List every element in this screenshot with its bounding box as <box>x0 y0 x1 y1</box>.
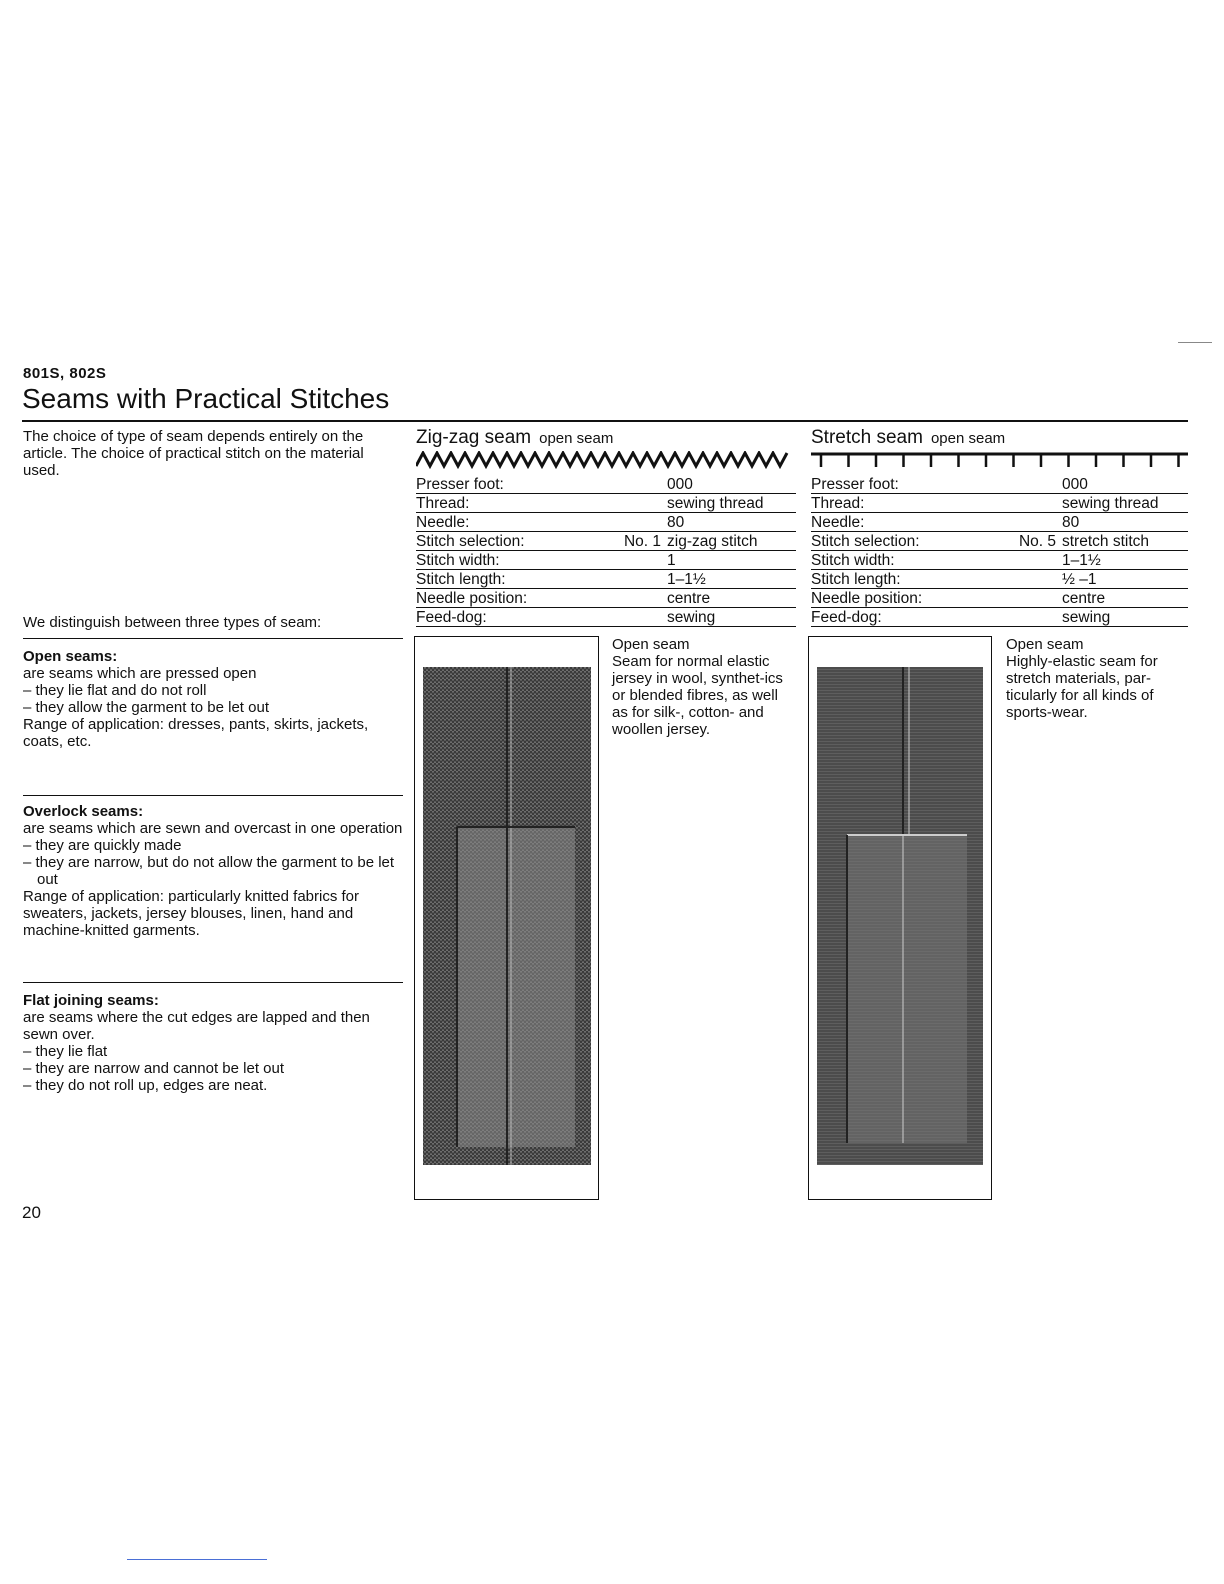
spec-number: No. 5 <box>1006 532 1062 551</box>
spec-value: sewing thread <box>667 494 796 513</box>
zigzag-description <box>612 636 790 738</box>
spec-value: ½ –1 <box>1062 570 1188 589</box>
spec-value: zig-zag stitch <box>667 532 796 551</box>
intro-text: The choice of type of seam depends entirely on the article. The choice of practical stitch on the material used. <box>23 428 364 479</box>
spec-label: Needle position: <box>416 589 611 608</box>
spec-value: 1–1½ <box>1062 551 1188 570</box>
spec-value: sewing <box>1062 608 1188 627</box>
spec-value: centre <box>1062 589 1188 608</box>
overlock-seams-heading: Overlock seams: <box>23 803 144 820</box>
spec-number <box>1006 570 1062 589</box>
stretch-spec-table <box>811 475 1188 627</box>
separator <box>23 638 403 639</box>
open-seams-block <box>23 648 403 750</box>
spec-label: Feed-dog: <box>416 608 611 627</box>
spec-row <box>811 551 1188 570</box>
stretch-desc-title: Open seam <box>1006 636 1084 653</box>
spec-number <box>611 494 667 513</box>
overlock-seams-range: Range of application: particularly knitted fabrics for sweaters, jackets, jersey blouses, linen, hand and machine-knitted garments. <box>23 888 360 939</box>
zigzag-desc-text: Seam for normal elastic jersey in wool, synthet-ics or blended fibres, as well as for silk-, cotton- and woollen jersey. <box>612 653 783 738</box>
spec-row <box>811 570 1188 589</box>
model-numbers: 801S, 802S <box>23 365 107 382</box>
overlock-seams-line: are seams which are sewn and overcast in one operation <box>23 820 403 837</box>
spec-label: Presser foot: <box>811 475 1006 494</box>
spec-label: Needle: <box>811 513 1006 532</box>
zigzag-seam-title <box>416 427 613 449</box>
spec-row <box>416 513 796 532</box>
spec-number <box>1006 513 1062 532</box>
spec-row <box>416 589 796 608</box>
spec-row <box>416 608 796 627</box>
spec-row <box>416 494 796 513</box>
flat-seams-block <box>23 992 403 1094</box>
spec-value: 1–1½ <box>667 570 796 589</box>
spec-number <box>1006 589 1062 608</box>
open-seams-line: are seams which are pressed open <box>23 665 257 682</box>
zigzag-sample-photo <box>414 636 599 1200</box>
spec-label: Stitch length: <box>416 570 611 589</box>
stretch-seam-subtitle: open seam <box>930 430 1006 447</box>
spec-value: sewing thread <box>1062 494 1188 513</box>
zigzag-fabric-image <box>423 667 591 1165</box>
spec-row <box>811 475 1188 494</box>
spec-value: sewing <box>667 608 796 627</box>
zigzag-stitch-icon <box>416 451 796 469</box>
spec-row <box>416 475 796 494</box>
flat-seams-bullet: – they do not roll up, edges are neat. <box>23 1077 268 1094</box>
zigzag-desc-title: Open seam <box>612 636 690 653</box>
separator <box>23 795 403 796</box>
stretch-sample-photo <box>808 636 992 1200</box>
spec-value: centre <box>667 589 796 608</box>
spec-row <box>811 494 1188 513</box>
spec-number <box>611 608 667 627</box>
spec-row <box>811 532 1188 551</box>
spec-label: Feed-dog: <box>811 608 1006 627</box>
stretch-description <box>1006 636 1184 721</box>
stretch-fabric-image <box>817 667 983 1165</box>
spec-number <box>1006 494 1062 513</box>
open-seams-heading: Open seams: <box>23 648 118 665</box>
spec-label: Stitch selection: <box>416 532 611 551</box>
spec-value: 1 <box>667 551 796 570</box>
spec-label: Needle position: <box>811 589 1006 608</box>
spec-label: Stitch length: <box>811 570 1006 589</box>
stretch-desc-text: Highly-elastic seam for stretch materials, par-ticularly for all kinds of sports-wear. <box>1006 653 1158 721</box>
spec-row <box>811 589 1188 608</box>
overlock-seams-bullet: – they are narrow, but do not allow the garment to be let out <box>23 854 395 888</box>
spec-number <box>611 551 667 570</box>
spec-row <box>811 608 1188 627</box>
corner-mark <box>1178 342 1212 343</box>
spec-number <box>611 589 667 608</box>
stretch-seam-name: Stretch seam <box>811 427 923 448</box>
spec-value: 80 <box>1062 513 1188 532</box>
stretch-stitch-icon <box>811 451 1188 469</box>
spec-number <box>611 475 667 494</box>
open-seams-bullet: – they allow the garment to be let out <box>23 699 269 716</box>
flat-seams-line: are seams where the cut edges are lapped and then sewn over. <box>23 1009 370 1043</box>
spec-row <box>811 513 1188 532</box>
spec-value: 000 <box>1062 475 1188 494</box>
zigzag-spec-table <box>416 475 796 627</box>
spec-number: No. 1 <box>611 532 667 551</box>
overlock-seams-block <box>23 803 403 939</box>
spec-row <box>416 570 796 589</box>
flat-seams-bullet: – they lie flat <box>23 1043 108 1060</box>
spec-number <box>1006 608 1062 627</box>
flat-seams-heading: Flat joining seams: <box>23 992 159 1009</box>
open-seams-range: Range of application: dresses, pants, skirts, jackets, coats, etc. <box>23 716 369 750</box>
spec-label: Stitch width: <box>416 551 611 570</box>
spec-label: Presser foot: <box>416 475 611 494</box>
spec-number <box>1006 475 1062 494</box>
open-seams-bullet: – they lie flat and do not roll <box>23 682 207 699</box>
flat-seams-bullet: – they are narrow and cannot be let out <box>23 1060 285 1077</box>
spec-value: stretch stitch <box>1062 532 1188 551</box>
title-rule <box>22 420 1188 422</box>
overlock-seams-bullet: – they are quickly made <box>23 837 182 854</box>
spec-value: 000 <box>667 475 796 494</box>
separator <box>23 982 403 983</box>
spec-label: Thread: <box>811 494 1006 513</box>
spec-label: Needle: <box>416 513 611 532</box>
spec-label: Stitch width: <box>811 551 1006 570</box>
spec-label: Stitch selection: <box>811 532 1006 551</box>
stretch-seam-title <box>811 427 1005 449</box>
distinguish-text: We distinguish between three types of seam: <box>23 614 322 631</box>
spec-number <box>611 513 667 532</box>
footer-link-line <box>127 1559 267 1560</box>
spec-number <box>611 570 667 589</box>
page-title: Seams with Practical Stitches <box>22 383 390 414</box>
spec-row <box>416 532 796 551</box>
zigzag-seam-subtitle: open seam <box>539 430 614 447</box>
spec-value: 80 <box>667 513 796 532</box>
spec-row <box>416 551 796 570</box>
zigzag-seam-name: Zig-zag seam <box>416 427 532 448</box>
spec-number <box>1006 551 1062 570</box>
page-number: 20 <box>22 1203 41 1222</box>
spec-label: Thread: <box>416 494 611 513</box>
